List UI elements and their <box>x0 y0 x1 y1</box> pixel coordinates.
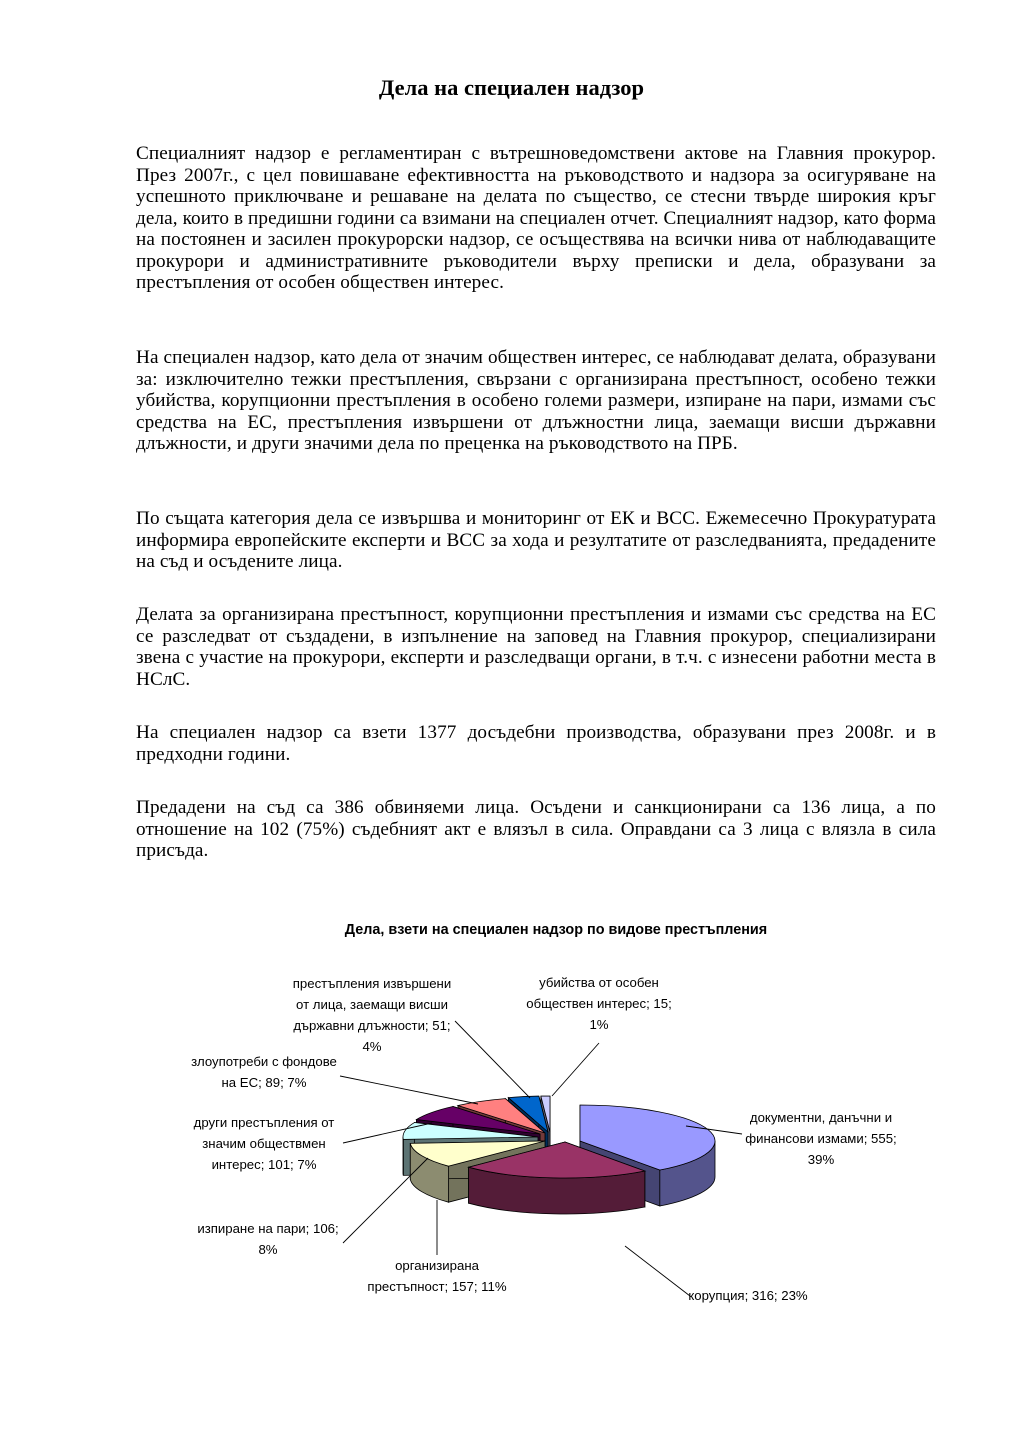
paragraph-monitoring: По същата категория дела се извършва и мониторинг от ЕК и ВСС. Ежемесечно Прокуратурата информира европейските експерти и ВСС за хода и резултатите от разследванията, предадените на съд и осъдените лица. <box>136 508 936 572</box>
leader-line-1 <box>625 1246 690 1296</box>
chart-title: Дела, взети на специален надзор по видове престъпления <box>344 922 768 938</box>
pie-label-1: корупция; 316; 23% <box>688 1288 808 1303</box>
leader-line-5 <box>340 1076 478 1104</box>
paragraph-court-results: Предадени на съд са 386 обвиняеми лица. Осъдени и санкционирани са 136 лица, а по отношение на 102 (75%) съдебният акт е влязъл в сила. Оправдани са 3 лица с влязла в сила присъда. <box>136 797 936 861</box>
pie-label-6: престъпления извършени от лица, заемащи висши държавни длъжности; 51; 4% <box>292 976 452 1054</box>
pie-label-7: убийства от особен обществен интерес; 15; 1% <box>526 975 672 1032</box>
pie-tops <box>403 1096 715 1178</box>
pie-chart <box>0 900 1023 1320</box>
leader-line-7 <box>552 1043 599 1096</box>
paragraph-pretrial-count: На специален надзор са взети 1377 досъдебни производства, образувани през 2008г. и в предходни години. <box>136 722 936 765</box>
pie-label-0: документни, данъчни и финансови измами; 555; 39% <box>745 1110 897 1167</box>
leader-line-3 <box>343 1158 428 1243</box>
leader-line-6 <box>455 1021 530 1098</box>
paragraph-specialized-units: Делата за организирана престъпност, корупционни престъпления и измами със средства на ЕС се разследват от създадени, в изпълнение на заповед на Главния прокурор, специализирани звена с участие на прокурори, експерти и разследващи органи, в т.ч. с изнесени работни места в НСлС. <box>136 604 936 690</box>
pie-label-3: изпиране на пари; 106; 8% <box>197 1221 339 1257</box>
pie-label-2: организирана престъпност; 157; 11% <box>367 1258 507 1294</box>
paragraph-case-categories: На специален надзор, като дела от значим обществен интерес, се наблюдават делата, образувани за: изключително тежки престъпления, свързани с организирана престъпност, особено тежки убийства, корупционни престъпления в особено големи размери, изпиране на пари, измами със средства на ЕС, престъпления извършени от длъжностни лица, заемащи висши държавни длъжности, и други значими дела по преценка на ръководството на ПРБ. <box>136 347 936 454</box>
paragraph-special-supervision-definition: Специалният надзор е регламентиран с вътрешноведомствени актове на Главния прокурор. През 2007г., с цел повишаване ефективността на ръководството и надзора за осигуряване на успешното приключване и решаване на делата по същество, се стесни твърде широкия кръг дела, които в предишни години са взимани на специален отчет. Специалният надзор, като форма на постоянен и засилен прокурорски надзор, се осъществява на всички нива от наблюдаващите прокурори и административните ръководители върху преписки и дела, образувани за престъпления от особен обществен интерес. <box>136 143 936 293</box>
pie-label-5: злоупотреби с фондове на ЕС; 89; 7% <box>191 1054 337 1090</box>
pie-label-4: други престъпления от значим обществмен интерес; 101; 7% <box>193 1115 335 1172</box>
document-title: Дела на специален надзор <box>378 75 645 100</box>
